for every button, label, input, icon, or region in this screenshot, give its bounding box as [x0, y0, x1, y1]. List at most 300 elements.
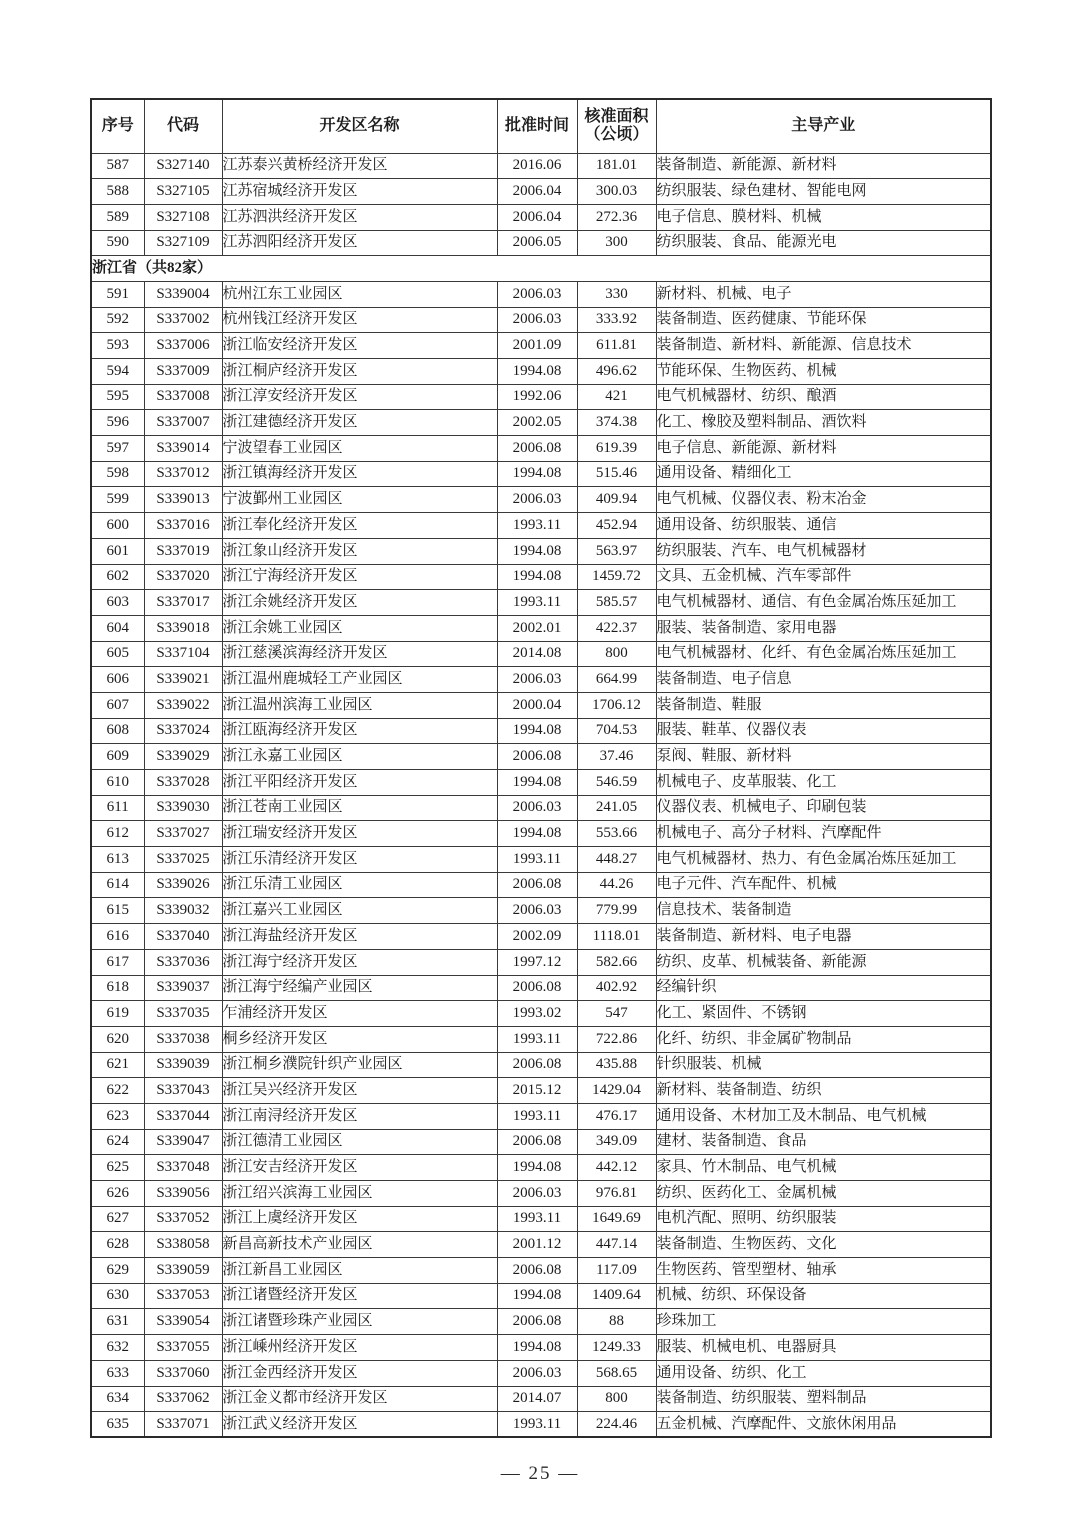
- cell-approval-date: 1994.08: [497, 564, 577, 590]
- cell-code: S337036: [144, 949, 222, 975]
- table-row: [91, 281, 991, 307]
- cell-approved-area: 1429.04: [577, 1078, 656, 1104]
- cell-zone-name: 宁波望春工业园区: [222, 436, 497, 462]
- cell-seq: 591: [91, 281, 144, 307]
- cell-approved-area: 447.14: [577, 1232, 656, 1258]
- cell-leading-industries: 机械电子、皮革服装、化工: [656, 770, 991, 796]
- development-zones-table-container: [90, 98, 990, 1438]
- cell-code: S337060: [144, 1360, 222, 1386]
- cell-approval-date: 2006.03: [497, 667, 577, 693]
- cell-approval-date: 2001.12: [497, 1232, 577, 1258]
- cell-approved-area: 664.99: [577, 667, 656, 693]
- cell-code: S339029: [144, 744, 222, 770]
- cell-zone-name: 浙江海宁经编产业园区: [222, 975, 497, 1001]
- table-row: [91, 384, 991, 410]
- cell-approval-date: 2014.07: [497, 1386, 577, 1412]
- cell-approval-date: 2006.03: [497, 1360, 577, 1386]
- cell-approval-date: 1994.08: [497, 461, 577, 487]
- cell-code: S327108: [144, 204, 222, 230]
- table-row: [91, 1078, 991, 1104]
- cell-leading-industries: 服装、鞋革、仪器仪表: [656, 718, 991, 744]
- cell-approved-area: 442.12: [577, 1155, 656, 1181]
- cell-approval-date: 1994.08: [497, 538, 577, 564]
- cell-approval-date: 2006.08: [497, 975, 577, 1001]
- table-row: [91, 821, 991, 847]
- cell-zone-name: 浙江桐庐经济开发区: [222, 359, 497, 385]
- cell-code: S339054: [144, 1309, 222, 1335]
- cell-zone-name: 桐乡经济开发区: [222, 1026, 497, 1052]
- cell-code: S337002: [144, 307, 222, 333]
- cell-approved-area: 374.38: [577, 410, 656, 436]
- cell-code: S337043: [144, 1078, 222, 1104]
- cell-zone-name: 浙江吴兴经济开发区: [222, 1078, 497, 1104]
- cell-seq: 605: [91, 641, 144, 667]
- cell-leading-industries: 通用设备、精细化工: [656, 461, 991, 487]
- cell-code: S337028: [144, 770, 222, 796]
- cell-zone-name: 浙江象山经济开发区: [222, 538, 497, 564]
- table-header: [91, 99, 991, 153]
- cell-leading-industries: 纺织服装、食品、能源光电: [656, 230, 991, 256]
- cell-approved-area: 422.37: [577, 615, 656, 641]
- cell-code: S337071: [144, 1412, 222, 1438]
- table-row: [91, 718, 991, 744]
- cell-zone-name: 浙江新昌工业园区: [222, 1258, 497, 1284]
- cell-code: S337048: [144, 1155, 222, 1181]
- cell-approved-area: 241.05: [577, 795, 656, 821]
- cell-approved-area: 333.92: [577, 307, 656, 333]
- cell-zone-name: 宁波鄞州工业园区: [222, 487, 497, 513]
- cell-seq: 600: [91, 513, 144, 539]
- development-zones-table: [90, 98, 992, 1438]
- cell-zone-name: 浙江镇海经济开发区: [222, 461, 497, 487]
- table-row: [91, 1001, 991, 1027]
- cell-code: S339022: [144, 692, 222, 718]
- cell-approval-date: 1997.12: [497, 949, 577, 975]
- cell-seq: 616: [91, 924, 144, 950]
- cell-approval-date: 1993.11: [497, 1026, 577, 1052]
- cell-seq: 593: [91, 333, 144, 359]
- cell-leading-industries: 电气机械器材、化纤、有色金属冶炼压延加工: [656, 641, 991, 667]
- cell-approved-area: 330: [577, 281, 656, 307]
- cell-code: S337020: [144, 564, 222, 590]
- cell-leading-industries: 化工、紧固件、不锈钢: [656, 1001, 991, 1027]
- cell-seq: 631: [91, 1309, 144, 1335]
- cell-leading-industries: 节能环保、生物医药、机械: [656, 359, 991, 385]
- table-row: [91, 615, 991, 641]
- cell-leading-industries: 纺织、医药化工、金属机械: [656, 1181, 991, 1207]
- cell-leading-industries: 五金机械、汽摩配件、文旅休闲用品: [656, 1412, 991, 1438]
- cell-approved-area: 181.01: [577, 153, 656, 179]
- cell-approval-date: 1993.11: [497, 1103, 577, 1129]
- table-body: [91, 153, 991, 1437]
- cell-approval-date: 2006.08: [497, 744, 577, 770]
- cell-approval-date: 1993.02: [497, 1001, 577, 1027]
- cell-code: S339059: [144, 1258, 222, 1284]
- cell-approved-area: 37.46: [577, 744, 656, 770]
- table-row: [91, 1309, 991, 1335]
- cell-approval-date: 2006.08: [497, 1309, 577, 1335]
- table-row: [91, 1026, 991, 1052]
- cell-leading-industries: 装备制造、电子信息: [656, 667, 991, 693]
- cell-seq: 598: [91, 461, 144, 487]
- cell-zone-name: 浙江海宁经济开发区: [222, 949, 497, 975]
- cell-approved-area: 421: [577, 384, 656, 410]
- cell-leading-industries: 生物医药、管型塑材、轴承: [656, 1258, 991, 1284]
- cell-approved-area: 611.81: [577, 333, 656, 359]
- table-row: [91, 487, 991, 513]
- cell-seq: 626: [91, 1181, 144, 1207]
- cell-leading-industries: 通用设备、纺织服装、通信: [656, 513, 991, 539]
- cell-approval-date: 2006.04: [497, 204, 577, 230]
- cell-approved-area: 553.66: [577, 821, 656, 847]
- province-section-label: 浙江省（共82家）: [91, 256, 991, 282]
- cell-approval-date: 1994.08: [497, 821, 577, 847]
- cell-seq: 602: [91, 564, 144, 590]
- cell-zone-name: 江苏宿城经济开发区: [222, 179, 497, 205]
- cell-code: S327109: [144, 230, 222, 256]
- cell-approved-area: 1649.69: [577, 1206, 656, 1232]
- cell-approved-area: 117.09: [577, 1258, 656, 1284]
- cell-seq: 632: [91, 1335, 144, 1361]
- cell-code: S339021: [144, 667, 222, 693]
- cell-code: S337019: [144, 538, 222, 564]
- cell-approval-date: 2006.03: [497, 307, 577, 333]
- cell-approved-area: 300: [577, 230, 656, 256]
- cell-leading-industries: 仪器仪表、机械电子、印刷包装: [656, 795, 991, 821]
- cell-code: S327105: [144, 179, 222, 205]
- cell-zone-name: 杭州钱江经济开发区: [222, 307, 497, 333]
- cell-code: S327140: [144, 153, 222, 179]
- cell-leading-industries: 泵阀、鞋服、新材料: [656, 744, 991, 770]
- province-section-row: [91, 256, 991, 282]
- cell-code: S337055: [144, 1335, 222, 1361]
- cell-code: S337040: [144, 924, 222, 950]
- cell-approved-area: 300.03: [577, 179, 656, 205]
- cell-seq: 594: [91, 359, 144, 385]
- cell-leading-industries: 化纤、纺织、非金属矿物制品: [656, 1026, 991, 1052]
- table-row: [91, 538, 991, 564]
- cell-approved-area: 704.53: [577, 718, 656, 744]
- cell-zone-name: 浙江金西经济开发区: [222, 1360, 497, 1386]
- cell-approval-date: 1994.08: [497, 770, 577, 796]
- cell-seq: 606: [91, 667, 144, 693]
- cell-approved-area: 435.88: [577, 1052, 656, 1078]
- cell-approval-date: 1994.08: [497, 718, 577, 744]
- table-row: [91, 975, 991, 1001]
- cell-seq: 633: [91, 1360, 144, 1386]
- cell-approved-area: 1459.72: [577, 564, 656, 590]
- table-row: [91, 1258, 991, 1284]
- table-row: [91, 1103, 991, 1129]
- cell-seq: 615: [91, 898, 144, 924]
- cell-leading-industries: 装备制造、鞋服: [656, 692, 991, 718]
- cell-approval-date: 2002.05: [497, 410, 577, 436]
- cell-leading-industries: 电气机械器材、热力、有色金属冶炼压延加工: [656, 847, 991, 873]
- cell-zone-name: 浙江淳安经济开发区: [222, 384, 497, 410]
- table-row: [91, 436, 991, 462]
- cell-seq: 635: [91, 1412, 144, 1438]
- cell-zone-name: 浙江金义都市经济开发区: [222, 1386, 497, 1412]
- cell-approved-area: 779.99: [577, 898, 656, 924]
- cell-code: S337012: [144, 461, 222, 487]
- cell-approved-area: 568.65: [577, 1360, 656, 1386]
- cell-code: S338058: [144, 1232, 222, 1258]
- cell-leading-industries: 装备制造、生物医药、文化: [656, 1232, 991, 1258]
- cell-zone-name: 浙江嘉兴工业园区: [222, 898, 497, 924]
- table-row: [91, 590, 991, 616]
- cell-zone-name: 浙江建德经济开发区: [222, 410, 497, 436]
- cell-zone-name: 浙江宁海经济开发区: [222, 564, 497, 590]
- cell-approval-date: 2002.01: [497, 615, 577, 641]
- table-row: [91, 333, 991, 359]
- cell-approval-date: 2006.08: [497, 1258, 577, 1284]
- header-code: 代码: [144, 99, 222, 153]
- cell-approved-area: 515.46: [577, 461, 656, 487]
- cell-code: S339037: [144, 975, 222, 1001]
- cell-seq: 603: [91, 590, 144, 616]
- table-row: [91, 924, 991, 950]
- table-row: [91, 795, 991, 821]
- table-row: [91, 1335, 991, 1361]
- cell-leading-industries: 纺织服装、绿色建材、智能电网: [656, 179, 991, 205]
- cell-code: S337009: [144, 359, 222, 385]
- cell-approval-date: 1992.06: [497, 384, 577, 410]
- cell-code: S337025: [144, 847, 222, 873]
- cell-leading-industries: 纺织服装、汽车、电气机械器材: [656, 538, 991, 564]
- cell-seq: 630: [91, 1283, 144, 1309]
- cell-seq: 612: [91, 821, 144, 847]
- cell-code: S337006: [144, 333, 222, 359]
- cell-approved-area: 800: [577, 1386, 656, 1412]
- cell-approved-area: 547: [577, 1001, 656, 1027]
- table-row: [91, 1181, 991, 1207]
- cell-approval-date: 1994.08: [497, 359, 577, 385]
- cell-leading-industries: 装备制造、新能源、新材料: [656, 153, 991, 179]
- cell-approval-date: 2006.08: [497, 1129, 577, 1155]
- cell-seq: 587: [91, 153, 144, 179]
- cell-approval-date: 1993.11: [497, 1412, 577, 1438]
- cell-seq: 619: [91, 1001, 144, 1027]
- cell-approved-area: 349.09: [577, 1129, 656, 1155]
- cell-code: S339056: [144, 1181, 222, 1207]
- cell-code: S337104: [144, 641, 222, 667]
- cell-zone-name: 浙江桐乡濮院针织产业园区: [222, 1052, 497, 1078]
- table-row: [91, 564, 991, 590]
- cell-approval-date: 2006.08: [497, 1052, 577, 1078]
- cell-seq: 596: [91, 410, 144, 436]
- table-row: [91, 307, 991, 333]
- cell-approval-date: 2002.09: [497, 924, 577, 950]
- cell-code: S337024: [144, 718, 222, 744]
- cell-code: S339014: [144, 436, 222, 462]
- cell-code: S337053: [144, 1283, 222, 1309]
- cell-leading-industries: 信息技术、装备制造: [656, 898, 991, 924]
- table-row: [91, 1129, 991, 1155]
- cell-zone-name: 浙江瓯海经济开发区: [222, 718, 497, 744]
- cell-zone-name: 浙江海盐经济开发区: [222, 924, 497, 950]
- cell-approval-date: 2001.09: [497, 333, 577, 359]
- cell-code: S337052: [144, 1206, 222, 1232]
- cell-approval-date: 2006.04: [497, 179, 577, 205]
- cell-code: S339018: [144, 615, 222, 641]
- cell-seq: 622: [91, 1078, 144, 1104]
- cell-leading-industries: 电子元件、汽车配件、机械: [656, 872, 991, 898]
- cell-seq: 590: [91, 230, 144, 256]
- table-row: [91, 1360, 991, 1386]
- cell-approved-area: 44.26: [577, 872, 656, 898]
- cell-code: S337035: [144, 1001, 222, 1027]
- cell-seq: 614: [91, 872, 144, 898]
- page-number: — 25 —: [500, 1463, 580, 1484]
- cell-leading-industries: 文具、五金机械、汽车零部件: [656, 564, 991, 590]
- table-row: [91, 1052, 991, 1078]
- cell-seq: 609: [91, 744, 144, 770]
- cell-seq: 627: [91, 1206, 144, 1232]
- cell-seq: 610: [91, 770, 144, 796]
- cell-approved-area: 722.86: [577, 1026, 656, 1052]
- cell-seq: 617: [91, 949, 144, 975]
- cell-seq: 624: [91, 1129, 144, 1155]
- cell-leading-industries: 电气机械器材、纺织、酿酒: [656, 384, 991, 410]
- cell-approved-area: 88: [577, 1309, 656, 1335]
- cell-approval-date: 1993.11: [497, 1206, 577, 1232]
- cell-leading-industries: 化工、橡胶及塑料制品、酒饮料: [656, 410, 991, 436]
- cell-code: S339032: [144, 898, 222, 924]
- cell-approval-date: 2016.06: [497, 153, 577, 179]
- cell-seq: 588: [91, 179, 144, 205]
- cell-seq: 604: [91, 615, 144, 641]
- cell-zone-name: 浙江上虞经济开发区: [222, 1206, 497, 1232]
- cell-approved-area: 800: [577, 641, 656, 667]
- cell-approved-area: 496.62: [577, 359, 656, 385]
- cell-leading-industries: 家具、竹木制品、电气机械: [656, 1155, 991, 1181]
- cell-approval-date: 1994.08: [497, 1283, 577, 1309]
- cell-leading-industries: 机械、纺织、环保设备: [656, 1283, 991, 1309]
- cell-leading-industries: 通用设备、纺织、化工: [656, 1360, 991, 1386]
- cell-approved-area: 224.46: [577, 1412, 656, 1438]
- cell-zone-name: 浙江乐清经济开发区: [222, 847, 497, 873]
- table-row: [91, 1283, 991, 1309]
- table-row: [91, 641, 991, 667]
- header-zone-name: 开发区名称: [222, 99, 497, 153]
- cell-leading-industries: 电子信息、新能源、新材料: [656, 436, 991, 462]
- cell-code: S339039: [144, 1052, 222, 1078]
- table-row: [91, 1386, 991, 1412]
- table-row: [91, 1412, 991, 1438]
- cell-approval-date: 1993.11: [497, 590, 577, 616]
- cell-code: S337017: [144, 590, 222, 616]
- cell-zone-name: 浙江德清工业园区: [222, 1129, 497, 1155]
- cell-zone-name: 杭州江东工业园区: [222, 281, 497, 307]
- cell-seq: 634: [91, 1386, 144, 1412]
- cell-code: S337038: [144, 1026, 222, 1052]
- cell-leading-industries: 建材、装备制造、食品: [656, 1129, 991, 1155]
- cell-zone-name: 乍浦经济开发区: [222, 1001, 497, 1027]
- cell-leading-industries: 装备制造、纺织服装、塑料制品: [656, 1386, 991, 1412]
- table-row: [91, 847, 991, 873]
- cell-approved-area: 582.66: [577, 949, 656, 975]
- cell-code: S337044: [144, 1103, 222, 1129]
- cell-approval-date: 1994.08: [497, 1155, 577, 1181]
- cell-code: S337016: [144, 513, 222, 539]
- cell-approved-area: 1249.33: [577, 1335, 656, 1361]
- cell-approval-date: 2014.08: [497, 641, 577, 667]
- cell-approved-area: 1706.12: [577, 692, 656, 718]
- cell-leading-industries: 新材料、机械、电子: [656, 281, 991, 307]
- cell-leading-industries: 珍珠加工: [656, 1309, 991, 1335]
- cell-leading-industries: 电气机械、仪器仪表、粉末冶金: [656, 487, 991, 513]
- table-row: [91, 179, 991, 205]
- cell-code: S339047: [144, 1129, 222, 1155]
- cell-approved-area: 619.39: [577, 436, 656, 462]
- cell-leading-industries: 新材料、装备制造、纺织: [656, 1078, 991, 1104]
- cell-code: S337062: [144, 1386, 222, 1412]
- cell-zone-name: 浙江瑞安经济开发区: [222, 821, 497, 847]
- cell-approval-date: 2006.03: [497, 795, 577, 821]
- cell-seq: 620: [91, 1026, 144, 1052]
- cell-approval-date: 2006.03: [497, 487, 577, 513]
- cell-seq: 629: [91, 1258, 144, 1284]
- cell-leading-industries: 装备制造、医药健康、节能环保: [656, 307, 991, 333]
- cell-approved-area: 402.92: [577, 975, 656, 1001]
- table-row: [91, 872, 991, 898]
- table-row: [91, 1232, 991, 1258]
- cell-zone-name: 浙江武义经济开发区: [222, 1412, 497, 1438]
- cell-leading-industries: 机械电子、高分子材料、汽摩配件: [656, 821, 991, 847]
- cell-seq: 597: [91, 436, 144, 462]
- cell-leading-industries: 装备制造、新材料、电子电器: [656, 924, 991, 950]
- table-row: [91, 1155, 991, 1181]
- cell-zone-name: 新昌高新技术产业园区: [222, 1232, 497, 1258]
- cell-leading-industries: 装备制造、新材料、新能源、信息技术: [656, 333, 991, 359]
- cell-seq: 625: [91, 1155, 144, 1181]
- table-row: [91, 770, 991, 796]
- cell-leading-industries: 电子信息、膜材料、机械: [656, 204, 991, 230]
- header-approval-date: 批准时间: [497, 99, 577, 153]
- cell-approval-date: 1994.08: [497, 1335, 577, 1361]
- cell-seq: 618: [91, 975, 144, 1001]
- cell-zone-name: 浙江余姚工业园区: [222, 615, 497, 641]
- cell-seq: 623: [91, 1103, 144, 1129]
- cell-seq: 592: [91, 307, 144, 333]
- cell-leading-industries: 纺织、皮革、机械装备、新能源: [656, 949, 991, 975]
- cell-zone-name: 浙江温州滨海工业园区: [222, 692, 497, 718]
- cell-approved-area: 476.17: [577, 1103, 656, 1129]
- cell-seq: 621: [91, 1052, 144, 1078]
- header-approved-area: 核准面积（公顷）: [577, 99, 656, 153]
- cell-seq: 613: [91, 847, 144, 873]
- cell-approval-date: 2000.04: [497, 692, 577, 718]
- cell-approved-area: 1409.64: [577, 1283, 656, 1309]
- cell-zone-name: 浙江临安经济开发区: [222, 333, 497, 359]
- cell-zone-name: 浙江余姚经济开发区: [222, 590, 497, 616]
- cell-approved-area: 409.94: [577, 487, 656, 513]
- cell-leading-industries: 服装、机械电机、电器厨具: [656, 1335, 991, 1361]
- cell-zone-name: 浙江诸暨珍珠产业园区: [222, 1309, 497, 1335]
- cell-zone-name: 浙江南浔经济开发区: [222, 1103, 497, 1129]
- cell-approved-area: 452.94: [577, 513, 656, 539]
- table-row: [91, 359, 991, 385]
- table-row: [91, 692, 991, 718]
- cell-seq: 601: [91, 538, 144, 564]
- cell-leading-industries: 电气机械器材、通信、有色金属冶炼压延加工: [656, 590, 991, 616]
- cell-zone-name: 江苏泰兴黄桥经济开发区: [222, 153, 497, 179]
- cell-seq: 611: [91, 795, 144, 821]
- table-row: [91, 1206, 991, 1232]
- cell-approved-area: 976.81: [577, 1181, 656, 1207]
- cell-approval-date: 2006.05: [497, 230, 577, 256]
- cell-zone-name: 浙江永嘉工业园区: [222, 744, 497, 770]
